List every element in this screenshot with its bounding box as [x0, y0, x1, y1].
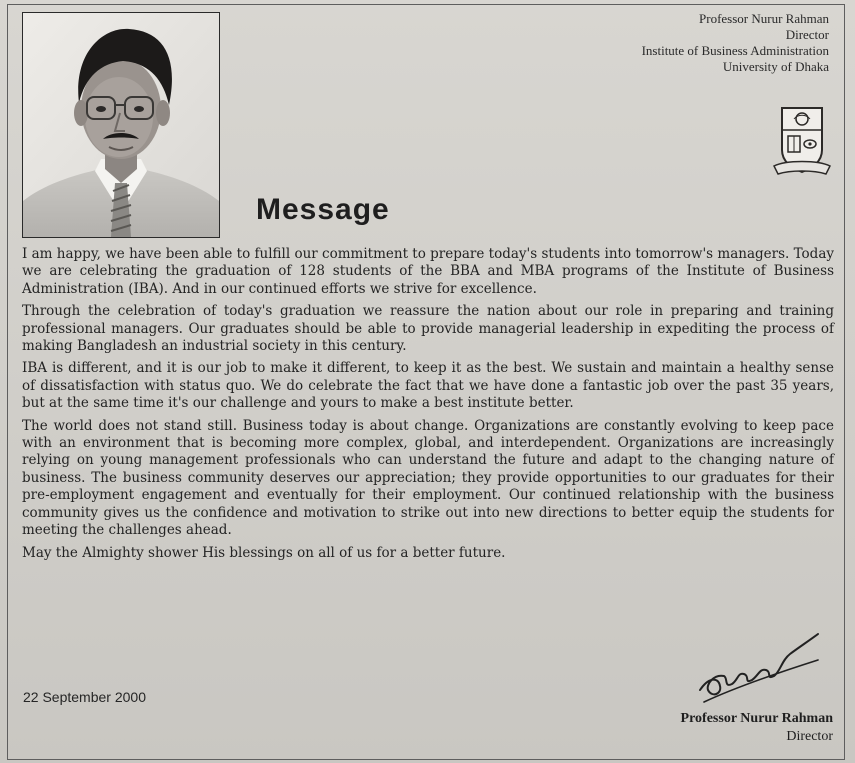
signature-drawing [694, 630, 824, 708]
letterhead-institute: Institute of Business Administration [641, 43, 829, 58]
paragraph-4: The world does not stand still. Business today is about change. Organizations are constantly evolving to keep pace with an environment that is becoming more complex, global, and interdependent. Organizations are increasingly relying on young management professionals who can understand the future and adapt to the changing nature of business. The business community deserves our appreciation; they provide opportunities to our graduates for their pre-employment engagement and eventually for their employment. Our continued relationship with the business community gives us the confidence and motivation to strike out into new directions to better equip the students for meeting the challenges ahead. [22, 417, 834, 539]
paragraph-2: Through the celebration of today's graduation we reassure the nation about our role in preparing and training professional managers. Our graduates should be able to provide managerial leadership in expediting the process of making Bangladesh an industrial society in this century. [22, 303, 834, 355]
paragraph-1: I am happy, we have been able to fulfill our commitment to prepare today's students into tomorrow's managers. Today we are celebrating the graduation of 128 students of the BBA and MBA programs of the Institute of Business Administration (IBA). And in our continued efforts we strive for excellence. [22, 246, 834, 297]
portrait-illustration [23, 13, 219, 237]
handwritten-signature [694, 630, 824, 708]
crest-drawing [772, 104, 832, 180]
signatory-title: Director [786, 729, 833, 744]
letterhead-title: Director [785, 27, 829, 42]
paragraph-5: May the Almighty shower His blessings on all of us for a better future. [22, 544, 506, 561]
letterhead-name: Professor Nurur Rahman [699, 11, 829, 26]
signature-block [681, 710, 833, 746]
message-date: 22 September 2000 [23, 689, 146, 705]
university-crest-icon [772, 104, 832, 180]
letterhead-university: University of Dhaka [722, 59, 829, 74]
message-body [22, 246, 834, 567]
signatory-name: Professor Nurur Rahman [680, 711, 833, 726]
paragraph-3: IBA is different, and it is our job to make it different, to keep it as the best. We sustain and maintain a healthy sense of dissatisfaction with status quo. We do celebrate the fact that we have done a fantastic job over the past 35 years, but at the same time it's our challenge and yours to make a best institute better. [22, 360, 834, 412]
page-title: Message [256, 193, 390, 226]
portrait-photo [22, 12, 220, 238]
letterhead [642, 11, 829, 75]
